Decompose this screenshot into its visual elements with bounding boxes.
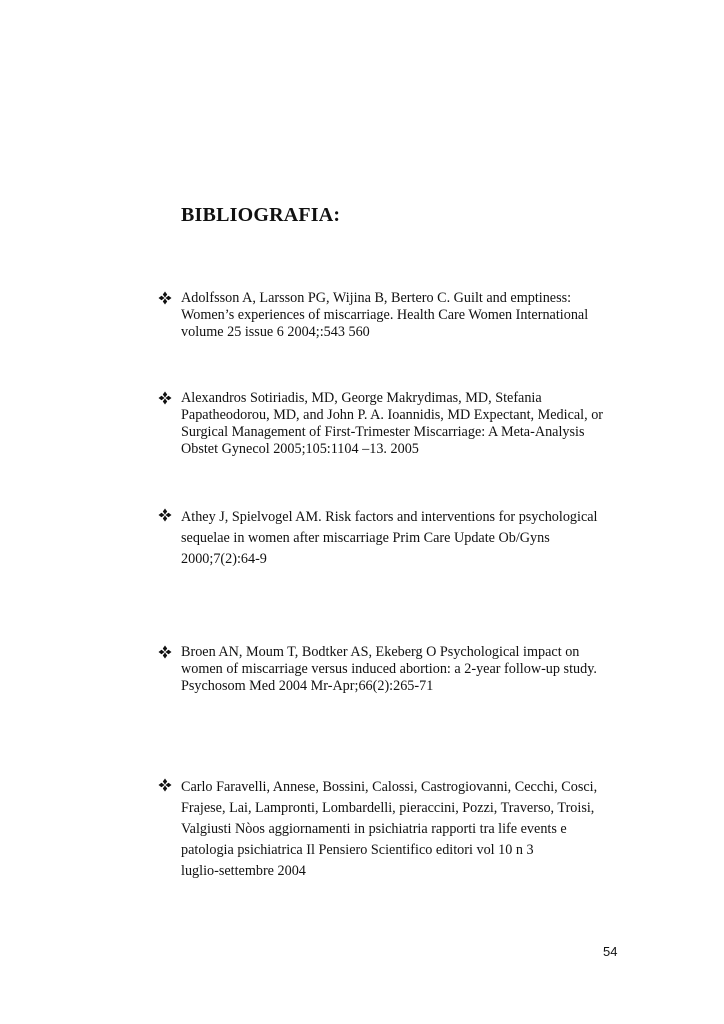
four-diamond-bullet-icon — [158, 391, 172, 405]
reference-line: Surgical Management of First-Trimester Miscarriage: A Meta-Analysis — [181, 424, 585, 440]
four-diamond-bullet-icon — [158, 645, 172, 659]
reference-entry — [158, 644, 628, 695]
reference-entry — [158, 777, 628, 882]
four-diamond-bullet-icon — [158, 291, 172, 305]
reference-line: 2000;7(2):64-9 — [181, 551, 267, 567]
reference-line: luglio-settembre 2004 — [181, 863, 306, 879]
four-diamond-bullet-icon — [158, 508, 172, 522]
reference-text — [181, 507, 628, 570]
bibliography-heading: BIBLIOGRAFIA: — [181, 204, 341, 226]
reference-line: Adolfsson A, Larsson PG, Wijina B, Bertero C. Guilt and emptiness: — [181, 290, 572, 306]
reference-text — [181, 644, 628, 695]
reference-entry — [158, 390, 628, 458]
reference-entry — [158, 290, 628, 341]
reference-text — [181, 290, 628, 341]
reference-line: Carlo Faravelli, Annese, Bossini, Calossi, Castrogiovanni, Cecchi, Cosci, — [181, 779, 598, 795]
reference-line: Psychosom Med 2004 Mr-Apr;66(2):265-71 — [181, 678, 434, 694]
reference-line: Alexandros Sotiriadis, MD, George Makrydimas, MD, Stefania — [181, 390, 542, 406]
reference-entry — [158, 507, 628, 570]
reference-line: Athey J, Spielvogel AM. Risk factors and interventions for psychological — [181, 509, 598, 525]
reference-line: Broen AN, Moum T, Bodtker AS, Ekeberg O Psychological impact on — [181, 644, 580, 660]
reference-line: Frajese, Lai, Lampronti, Lombardelli, pieraccini, Pozzi, Traverso, Troisi, — [181, 800, 595, 816]
reference-text — [181, 390, 628, 458]
reference-line: patologia psichiatrica Il Pensiero Scientifico editori vol 10 n 3 — [181, 842, 534, 858]
reference-line: sequelae in women after miscarriage Prim Care Update Ob/Gyns — [181, 530, 550, 546]
reference-line: Papatheodorou, MD, and John P. A. Ioannidis, MD Expectant, Medical, or — [181, 407, 604, 423]
reference-line: Valgiusti Nòos aggiornamenti in psichiatria rapporti tra life events e — [181, 821, 567, 837]
reference-line: Obstet Gynecol 2005;105:1104 –13. 2005 — [181, 441, 419, 457]
reference-line: Women’s experiences of miscarriage. Health Care Women International — [181, 307, 589, 323]
reference-text — [181, 777, 628, 882]
page-number: 54 — [603, 944, 618, 959]
reference-line: women of miscarriage versus induced abortion: a 2-year follow-up study. — [181, 661, 597, 677]
four-diamond-bullet-icon — [158, 778, 172, 792]
reference-line: volume 25 issue 6 2004;:543 560 — [181, 324, 370, 340]
